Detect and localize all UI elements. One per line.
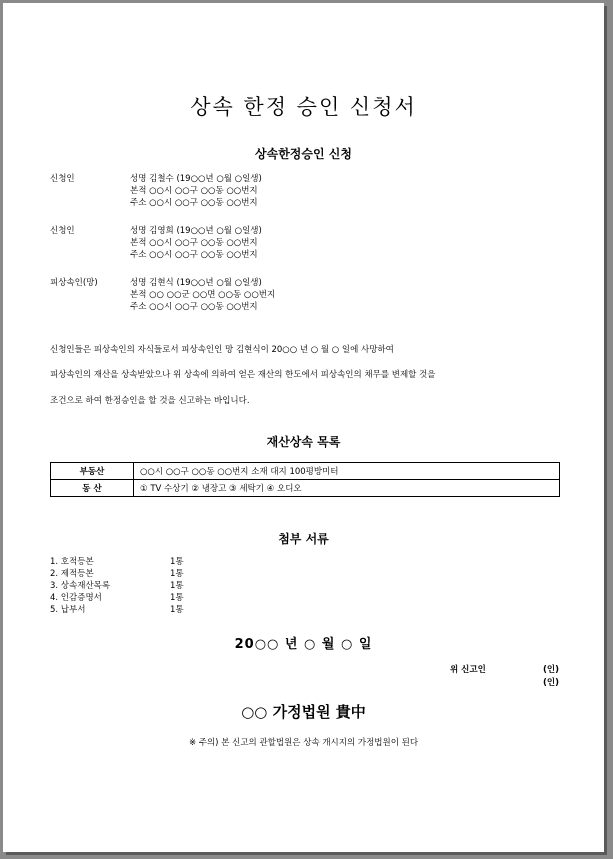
attachment-qty: 1통	[170, 605, 184, 615]
list-item	[50, 567, 250, 579]
attachment-name: 4. 인감증명서	[50, 593, 102, 603]
deceased-address: 주소 ○○시 ○○구 ○○동 ○○번지	[130, 302, 258, 312]
declaration-line-1: 신청인들은 피상속인의 자식들로서 피상속인인 망 김현식이 20○○ 년 ○ 월 ○ 일에 사망하여	[50, 345, 394, 355]
attachment-qty: 1통	[170, 593, 184, 603]
attachment-name: 3. 상속재산목록	[50, 581, 111, 591]
document-date: 20○○ 년 ○ 월 ○ 일	[234, 637, 373, 652]
applicant-block-2	[50, 225, 410, 261]
table-row	[51, 480, 560, 497]
asset-value: ○○시 ○○구 ○○동 ○○번지 소재 대지 100평방미터	[134, 463, 560, 480]
declaration-line-2: 피상속인의 재산을 상속받았으나 위 상속에 의하여 얻은 재산의 한도에서 피상속인의 채무를 변제할 것을	[50, 370, 436, 380]
applicant-role: 신청인	[50, 174, 75, 184]
deceased-role: 피상속인(망)	[50, 278, 98, 288]
applicant-role: 신청인	[50, 226, 75, 236]
list-item	[50, 579, 250, 591]
court-name: ○○ 가정법원 貴中	[241, 703, 366, 721]
declaration-line-3: 조건으로 하여 한정승인을 할 것을 신고하는 바입니다.	[50, 396, 250, 406]
seal-mark: (인)	[543, 678, 559, 688]
deceased-name: 성명 김현식 (19○○년 ○월 ○일생)	[130, 278, 262, 288]
applicant-domicile: 본적 ○○시 ○○구 ○○동 ○○번지	[130, 238, 258, 248]
deceased-domicile: 본적 ○○ ○○군 ○○면 ○○동 ○○번지	[130, 290, 276, 300]
jurisdiction-note: ※ 주의) 본 신고의 관할법원은 상속 개시지의 가정법원이 된다	[188, 738, 419, 748]
attachments-heading: 첨부 서류	[278, 532, 329, 546]
attachment-name: 2. 제적등본	[50, 569, 94, 579]
attachment-name: 1. 호적등본	[50, 557, 94, 567]
seal-mark: (인)	[543, 665, 559, 675]
signer-label: 위 신고인	[450, 665, 486, 675]
document-title: 상속 한정 승인 신청서	[190, 95, 417, 119]
asset-label: 동 산	[51, 480, 134, 497]
applicant-block-1	[50, 173, 410, 209]
assets-heading: 재산상속 목록	[266, 435, 341, 449]
asset-value: ① TV 수상기 ② 냉장고 ③ 세탁기 ④ 오디오	[134, 480, 560, 497]
applicant-address: 주소 ○○시 ○○구 ○○동 ○○번지	[130, 250, 258, 260]
applicant-name: 성명 김철수 (19○○년 ○월 ○일생)	[130, 174, 262, 184]
list-item	[50, 555, 250, 567]
attachment-qty: 1통	[170, 581, 184, 591]
asset-label: 부동산	[51, 463, 134, 480]
attachment-name: 5. 납부서	[50, 605, 86, 615]
list-item	[50, 591, 250, 603]
attachments-list	[50, 555, 250, 615]
applicant-name: 성명 김영희 (19○○년 ○월 ○일생)	[130, 226, 262, 236]
list-item	[50, 603, 250, 615]
document-page	[3, 3, 604, 852]
table-row	[51, 463, 560, 480]
applicant-domicile: 본적 ○○시 ○○구 ○○동 ○○번지	[130, 186, 258, 196]
applicant-address: 주소 ○○시 ○○구 ○○동 ○○번지	[130, 198, 258, 208]
deceased-block	[50, 277, 410, 313]
attachment-qty: 1통	[170, 569, 184, 579]
attachment-qty: 1통	[170, 557, 184, 567]
assets-table	[50, 462, 560, 497]
application-heading: 상속한정승인 신청	[255, 147, 352, 161]
